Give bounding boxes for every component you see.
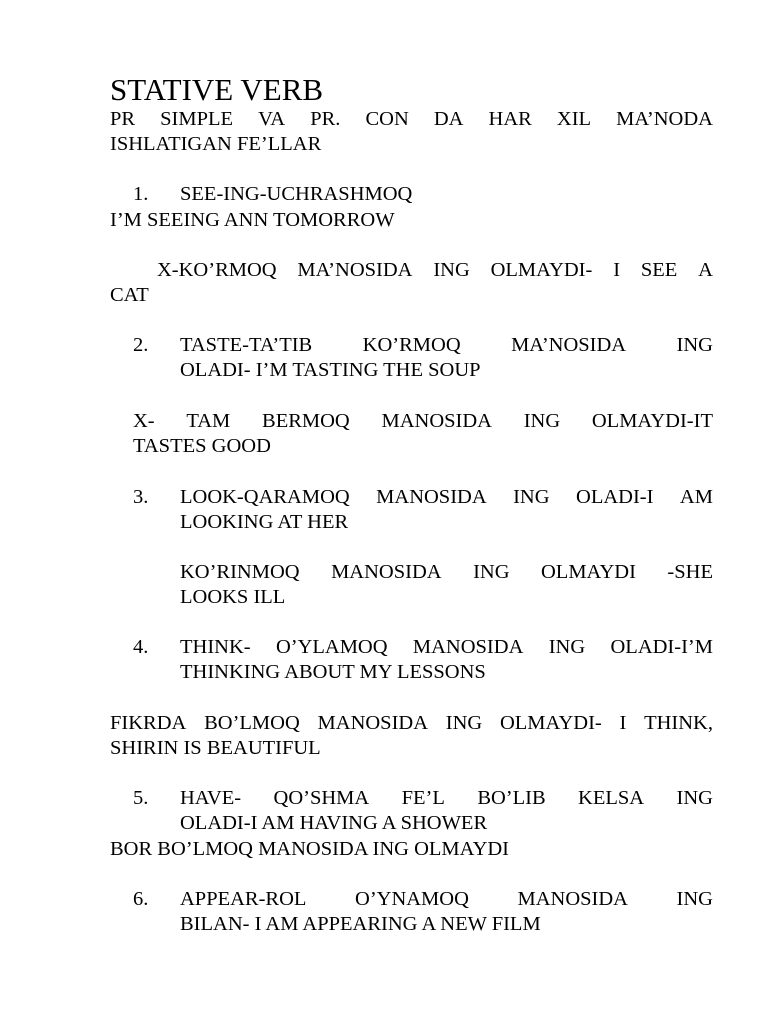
list-item-1-example: I’M SEEING ANN TOMORROW [110,209,395,231]
list-number-5: 5. [133,787,149,809]
list-item-5-alt-line-1: BOR BO’LMOQ MANOSIDA ING OLMAYDI [110,838,510,860]
list-item-2-line-1: TASTE-TA’TIB KO’RMOQ MA’NOSIDA ING [180,334,713,356]
list-item-4-line-2: THINKING ABOUT MY LESSONS [180,661,486,683]
list-item-3-line-2: LOOKING AT HER [180,511,349,533]
list-number-2: 2. [133,334,149,356]
list-item-3-line-1: LOOK-QARAMOQ MANOSIDA ING OLADI-I AM [180,486,713,508]
intro-line-1: PR SIMPLE VA PR. CON DA HAR XIL MA’NODA [110,108,713,130]
list-item-2-contrast-line-1: X- TAM BERMOQ MANOSIDA ING OLMAYDI-IT [133,410,713,432]
list-item-6-line-2: BILAN- I AM APPEARING A NEW FILM [180,913,541,935]
list-item-3-alt-line-2: LOOKS ILL [180,586,286,608]
page-title: STATIVE VERB [110,72,324,107]
list-item-1-contrast-line-2: CAT [110,284,149,306]
list-item-2-line-2: OLADI- I’M TASTING THE SOUP [180,359,481,381]
list-item-2-contrast-line-2: TASTES GOOD [133,435,271,457]
list-number-6: 6. [133,888,149,910]
list-number-1: 1. [133,183,149,205]
list-item-4-line-1: THINK- O’YLAMOQ MANOSIDA ING OLADI-I’M [180,636,713,658]
list-item-1-contrast-line-1: X-KO’RMOQ MA’NOSIDA ING OLMAYDI- I SEE A [157,259,713,281]
list-item-5-line-2: OLADI-I AM HAVING A SHOWER [180,812,488,834]
intro-line-2: ISHLATIGAN FE’LLAR [110,133,322,155]
list-item-6-line-1: APPEAR-ROL O’YNAMOQ MANOSIDA ING [180,888,713,910]
list-number-3: 3. [133,486,149,508]
list-item-5-line-1: HAVE- QO’SHMA FE’L BO’LIB KELSA ING [180,787,713,809]
list-item-4-alt-line-2: SHIRIN IS BEAUTIFUL [110,737,321,759]
list-item-4-alt-line-1: FIKRDA BO’LMOQ MANOSIDA ING OLMAYDI- I THINK, [110,712,713,734]
list-item-1-head: SEE-ING-UCHRASHMOQ [180,183,413,205]
list-number-4: 4. [133,636,149,658]
list-item-3-alt-line-1: KO’RINMOQ MANOSIDA ING OLMAYDI -SHE [180,561,713,583]
